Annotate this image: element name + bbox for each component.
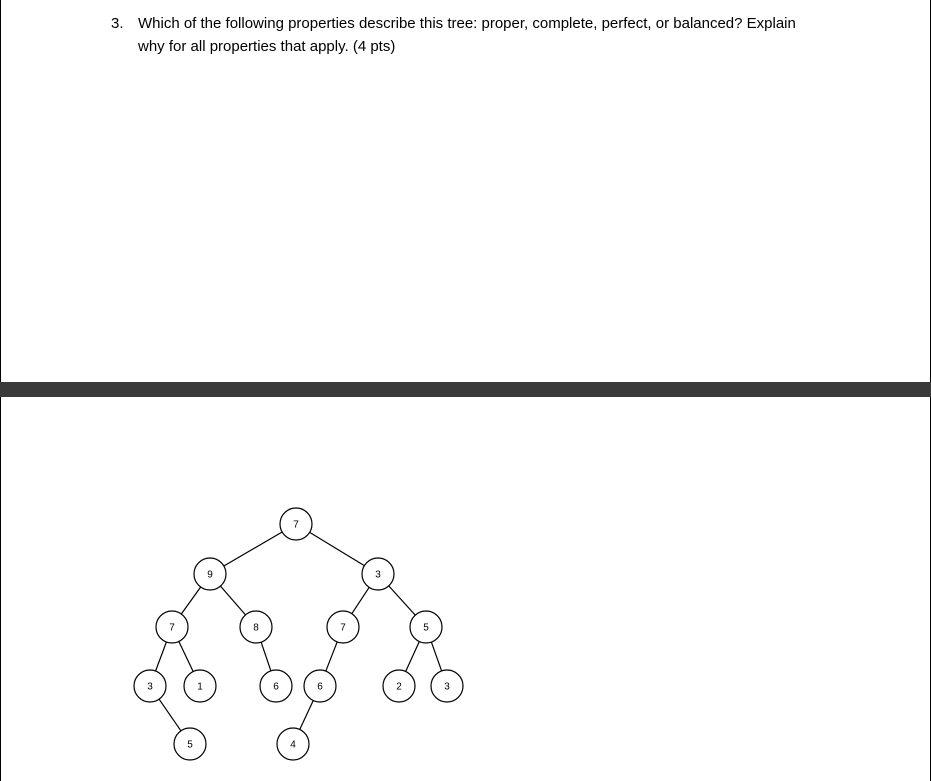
- tree-node: [184, 670, 216, 702]
- tree-edge: [389, 586, 416, 615]
- tree-node-label: 7: [293, 519, 299, 531]
- tree-node-label: 7: [340, 622, 346, 634]
- tree-node-label: 5: [187, 739, 193, 751]
- tree-node-label: 5: [423, 622, 429, 634]
- tree-node: [383, 670, 415, 702]
- tree-node: [362, 558, 394, 590]
- question-line-2: why for all properties that apply. (4 pts): [138, 38, 396, 55]
- tree-edge: [159, 699, 181, 731]
- tree-node-label: 3: [147, 681, 153, 693]
- tree-node-label: 7: [169, 622, 175, 634]
- question-text: [138, 12, 858, 58]
- page-bottom: [0, 397, 931, 781]
- tree-nodes: [134, 508, 463, 760]
- tree-node-label: 6: [273, 681, 279, 693]
- tree-node-label: 8: [253, 622, 259, 634]
- tree-edge: [300, 701, 313, 730]
- tree-edge: [310, 532, 365, 565]
- tree-edge: [181, 587, 200, 614]
- tree-node: [280, 508, 312, 540]
- tree-edge: [431, 642, 441, 671]
- tree-node: [327, 611, 359, 643]
- tree-node-label: 3: [375, 569, 381, 581]
- tree-edge: [326, 642, 337, 671]
- tree-node-label: 1: [197, 681, 203, 693]
- tree-node-label: 4: [290, 739, 296, 751]
- tree-node-label: 6: [317, 681, 323, 693]
- tree-node: [260, 670, 292, 702]
- tree-edge: [261, 642, 271, 671]
- binary-tree-diagram: [1, 397, 930, 781]
- tree-edge: [179, 641, 193, 671]
- tree-node: [410, 611, 442, 643]
- tree-node: [194, 558, 226, 590]
- tree-edge: [224, 532, 282, 566]
- page-top: [0, 0, 931, 382]
- tree-node-label: 3: [444, 681, 450, 693]
- tree-node-label: 9: [207, 569, 213, 581]
- tree-node-label: 2: [396, 681, 402, 693]
- tree-node: [156, 611, 188, 643]
- tree-node: [174, 728, 206, 760]
- tree-node: [304, 670, 336, 702]
- tree-node: [240, 611, 272, 643]
- tree-node: [134, 670, 166, 702]
- tree-edge: [156, 642, 167, 671]
- tree-node: [431, 670, 463, 702]
- question-number: 3.: [111, 15, 124, 32]
- tree-edge: [406, 642, 420, 672]
- page-separator: [0, 382, 931, 397]
- tree-edge: [220, 586, 245, 615]
- tree-node: [277, 728, 309, 760]
- question-line-1: Which of the following properties describe this tree: proper, complete, perfect, or balanced? Explain: [138, 15, 796, 32]
- tree-edge: [352, 587, 369, 613]
